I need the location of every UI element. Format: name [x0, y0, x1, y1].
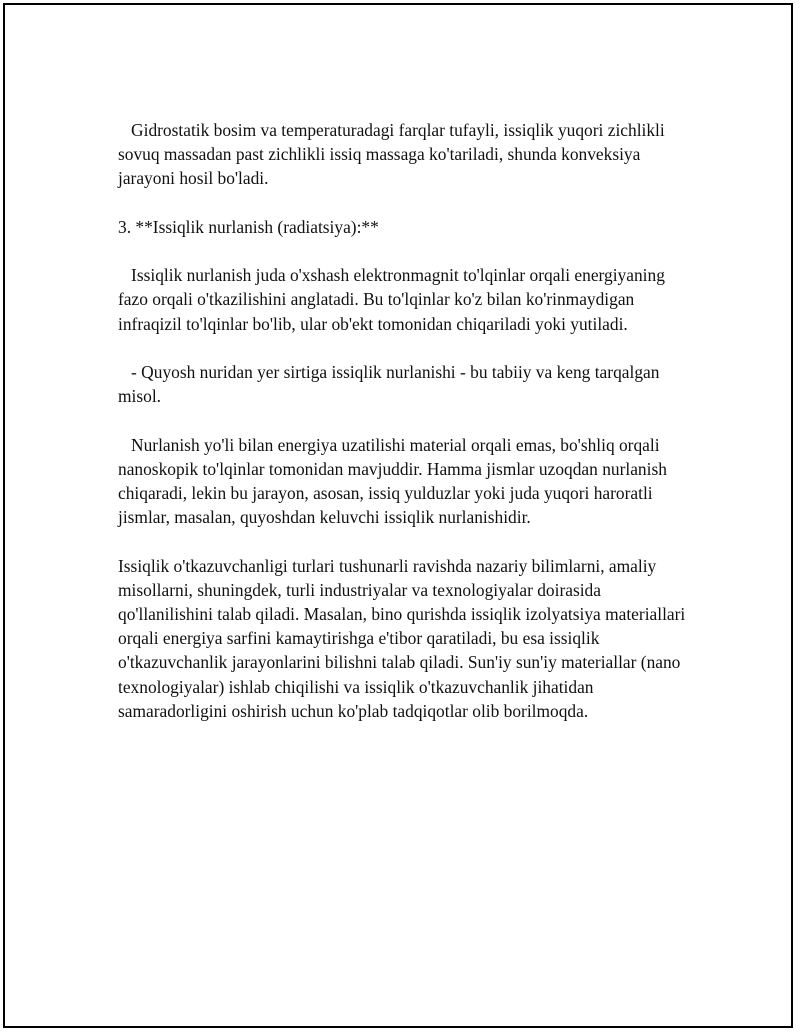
- paragraph-conclusion: Issiqlik o'tkazuvchanligi turlari tushunarli ravishda nazariy bilimlarni, amaliy misollarni, shuningdek, turli industriyalar va texnologiyalar doirasida qo'llanilishini talab qiladi. Masalan, bino qurishda issiqlik izolyatsiya materiallari orqali energiya sarfini kamaytirishga e'tibor qaratiladi, bu esa issiqlik o'tkazuvchanlik jarayonlarini bilishni talab qiladi. Sun'iy sun'iy materiallar (nano texnologiyalar) ishlab chiqilishi va issiqlik o'tkazuvchanlik jihatidan samaradorligini oshirish uchun ko'plab tadqiqotlar olib borilmoqda.: [118, 555, 690, 721]
- paragraph-radiation-example: - Quyosh nuridan yer sirtiga issiqlik nurlanishi - bu tabiiy va keng tarqalgan misol.: [118, 361, 664, 407]
- paragraph-radiation-transfer: Nurlanish yo'li bilan energiya uzatilishi material orqali emas, bo'shliq orqali nanoskopik to'lqinlar tomonidan mavjuddir. Hamma jismlar uzoqdan nurlanish chiqaradi, lekin bu jarayon, asosan, issiq yulduzlar yoki juda yuqori haroratli jismlar, masalan, quyoshdan keluvchi issiqlik nurlanishidir.: [118, 434, 672, 528]
- paragraph-radiation-definition: Issiqlik nurlanish juda o'xshash elektronmagnit to'lqinlar orqali energiyaning fazo orqali o'tkazilishini anglatadi. Bu to'lqinlar ko'z bilan ko'rinmaydigan infraqizil to'lqinlar bo'lib, ular ob'ekt tomonidan chiqariladi yoki yutiladi.: [118, 265, 670, 334]
- section-heading-radiation: 3. **Issiqlik nurlanish (radiatsiya):**: [118, 216, 379, 237]
- paragraph-convection-summary: Gidrostatik bosim va temperaturadagi farqlar tufayli, issiqlik yuqori zichlikli sovuq massadan past zichlikli issiq massaga ko'tariladi, shunda konveksiya jarayoni hosil bo'ladi.: [118, 120, 670, 189]
- document-body: [118, 118, 698, 723]
